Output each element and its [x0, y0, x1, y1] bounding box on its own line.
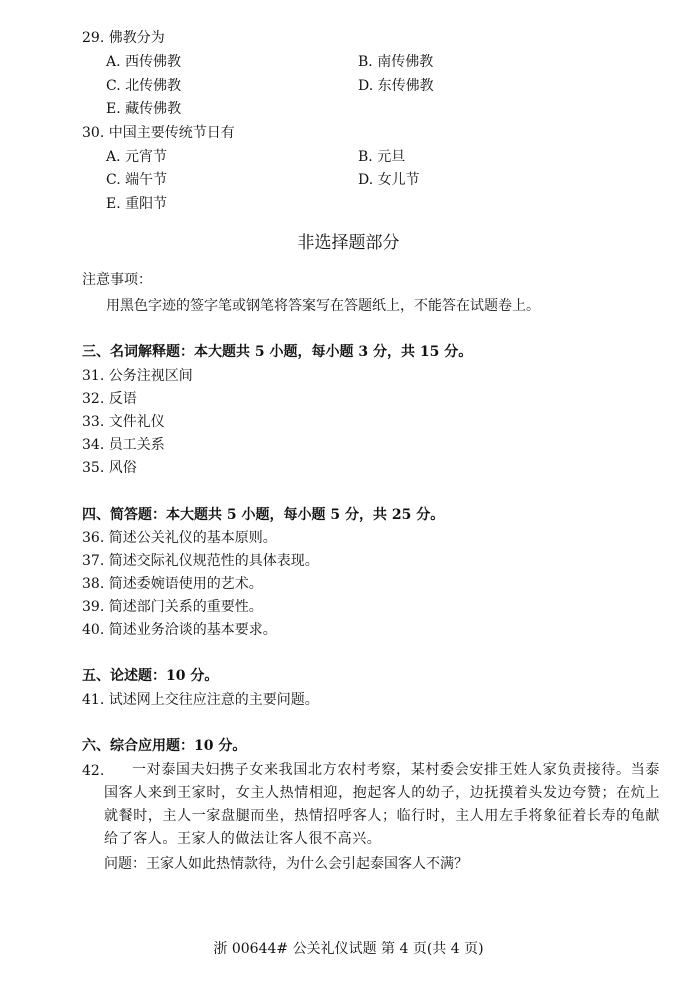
question-30-option-b: B. 元旦	[358, 149, 406, 165]
question-30-option-c: C. 端午节	[106, 172, 168, 188]
question-39: 39. 简述部门关系的重要性。	[82, 599, 263, 615]
question-29-option-c: C. 北传佛教	[106, 78, 182, 94]
question-42-number: 42.	[82, 763, 105, 779]
question-33: 33. 文件礼仪	[82, 414, 165, 430]
question-29-option-e: E. 藏传佛教	[106, 101, 182, 117]
question-36: 36. 简述公关礼仪的基本原则。	[82, 530, 277, 546]
question-30-option-e: E. 重阳节	[106, 196, 168, 212]
section-4-heading: 四、简答题：本大题共 5 小题，每小题 5 分，共 25 分。	[82, 507, 445, 523]
question-30-stem: 30. 中国主要传统节日有	[82, 125, 235, 141]
question-29-option-d: D. 东传佛教	[358, 78, 434, 94]
question-30-option-d: D. 女儿节	[358, 172, 420, 188]
question-40: 40. 简述业务洽谈的基本要求。	[82, 622, 277, 638]
question-29-option-b: B. 南传佛教	[358, 54, 434, 70]
question-35: 35. 风俗	[82, 460, 137, 476]
question-30-option-a: A. 元宵节	[106, 149, 168, 165]
page-footer: 浙 00644# 公关礼仪试题 第 4 页(共 4 页)	[213, 941, 484, 957]
question-34: 34. 员工关系	[82, 437, 165, 453]
question-31: 31. 公务注视区间	[82, 368, 193, 384]
section-6-heading: 六、综合应用题：10 分。	[82, 738, 247, 754]
question-42-question: 问题：王家人如此热情款待，为什么会引起泰国客人不满？	[104, 856, 468, 872]
question-42-case-paragraph: 一对泰国夫妇携子女来我国北方农村考察，某村委会安排王姓人家负责接待。当泰国客人来到王家时，女主人热情相迎，抱起客人的幼子，边抚摸着头发边夸赞；在炕上就餐时，主人一家盘腿而坐，热情招呼客人；临行时，主人用左手将象征着长寿的龟献给了客人。王家人的做法让客人很不高兴。	[104, 762, 660, 847]
question-29-stem: 29. 佛教分为	[82, 30, 165, 46]
notice-text: 用黑色字迹的签字笔或钢笔将答案写在答题纸上，不能答在试题卷上。	[106, 298, 540, 314]
question-29-option-a: A. 西传佛教	[106, 54, 182, 70]
notice-label: 注意事项：	[82, 272, 152, 288]
question-38: 38. 简述委婉语使用的艺术。	[82, 576, 263, 592]
section-5-heading: 五、论述题：10 分。	[82, 668, 219, 684]
section-title: 非选择题部分	[297, 233, 400, 253]
question-32: 32. 反语	[82, 391, 137, 407]
question-41: 41. 试述网上交往应注意的主要问题。	[82, 692, 319, 708]
question-37: 37. 简述交际礼仪规范性的具体表现。	[82, 553, 319, 569]
section-3-heading: 三、名词解释题：本大题共 5 小题，每小题 3 分，共 15 分。	[82, 344, 473, 360]
